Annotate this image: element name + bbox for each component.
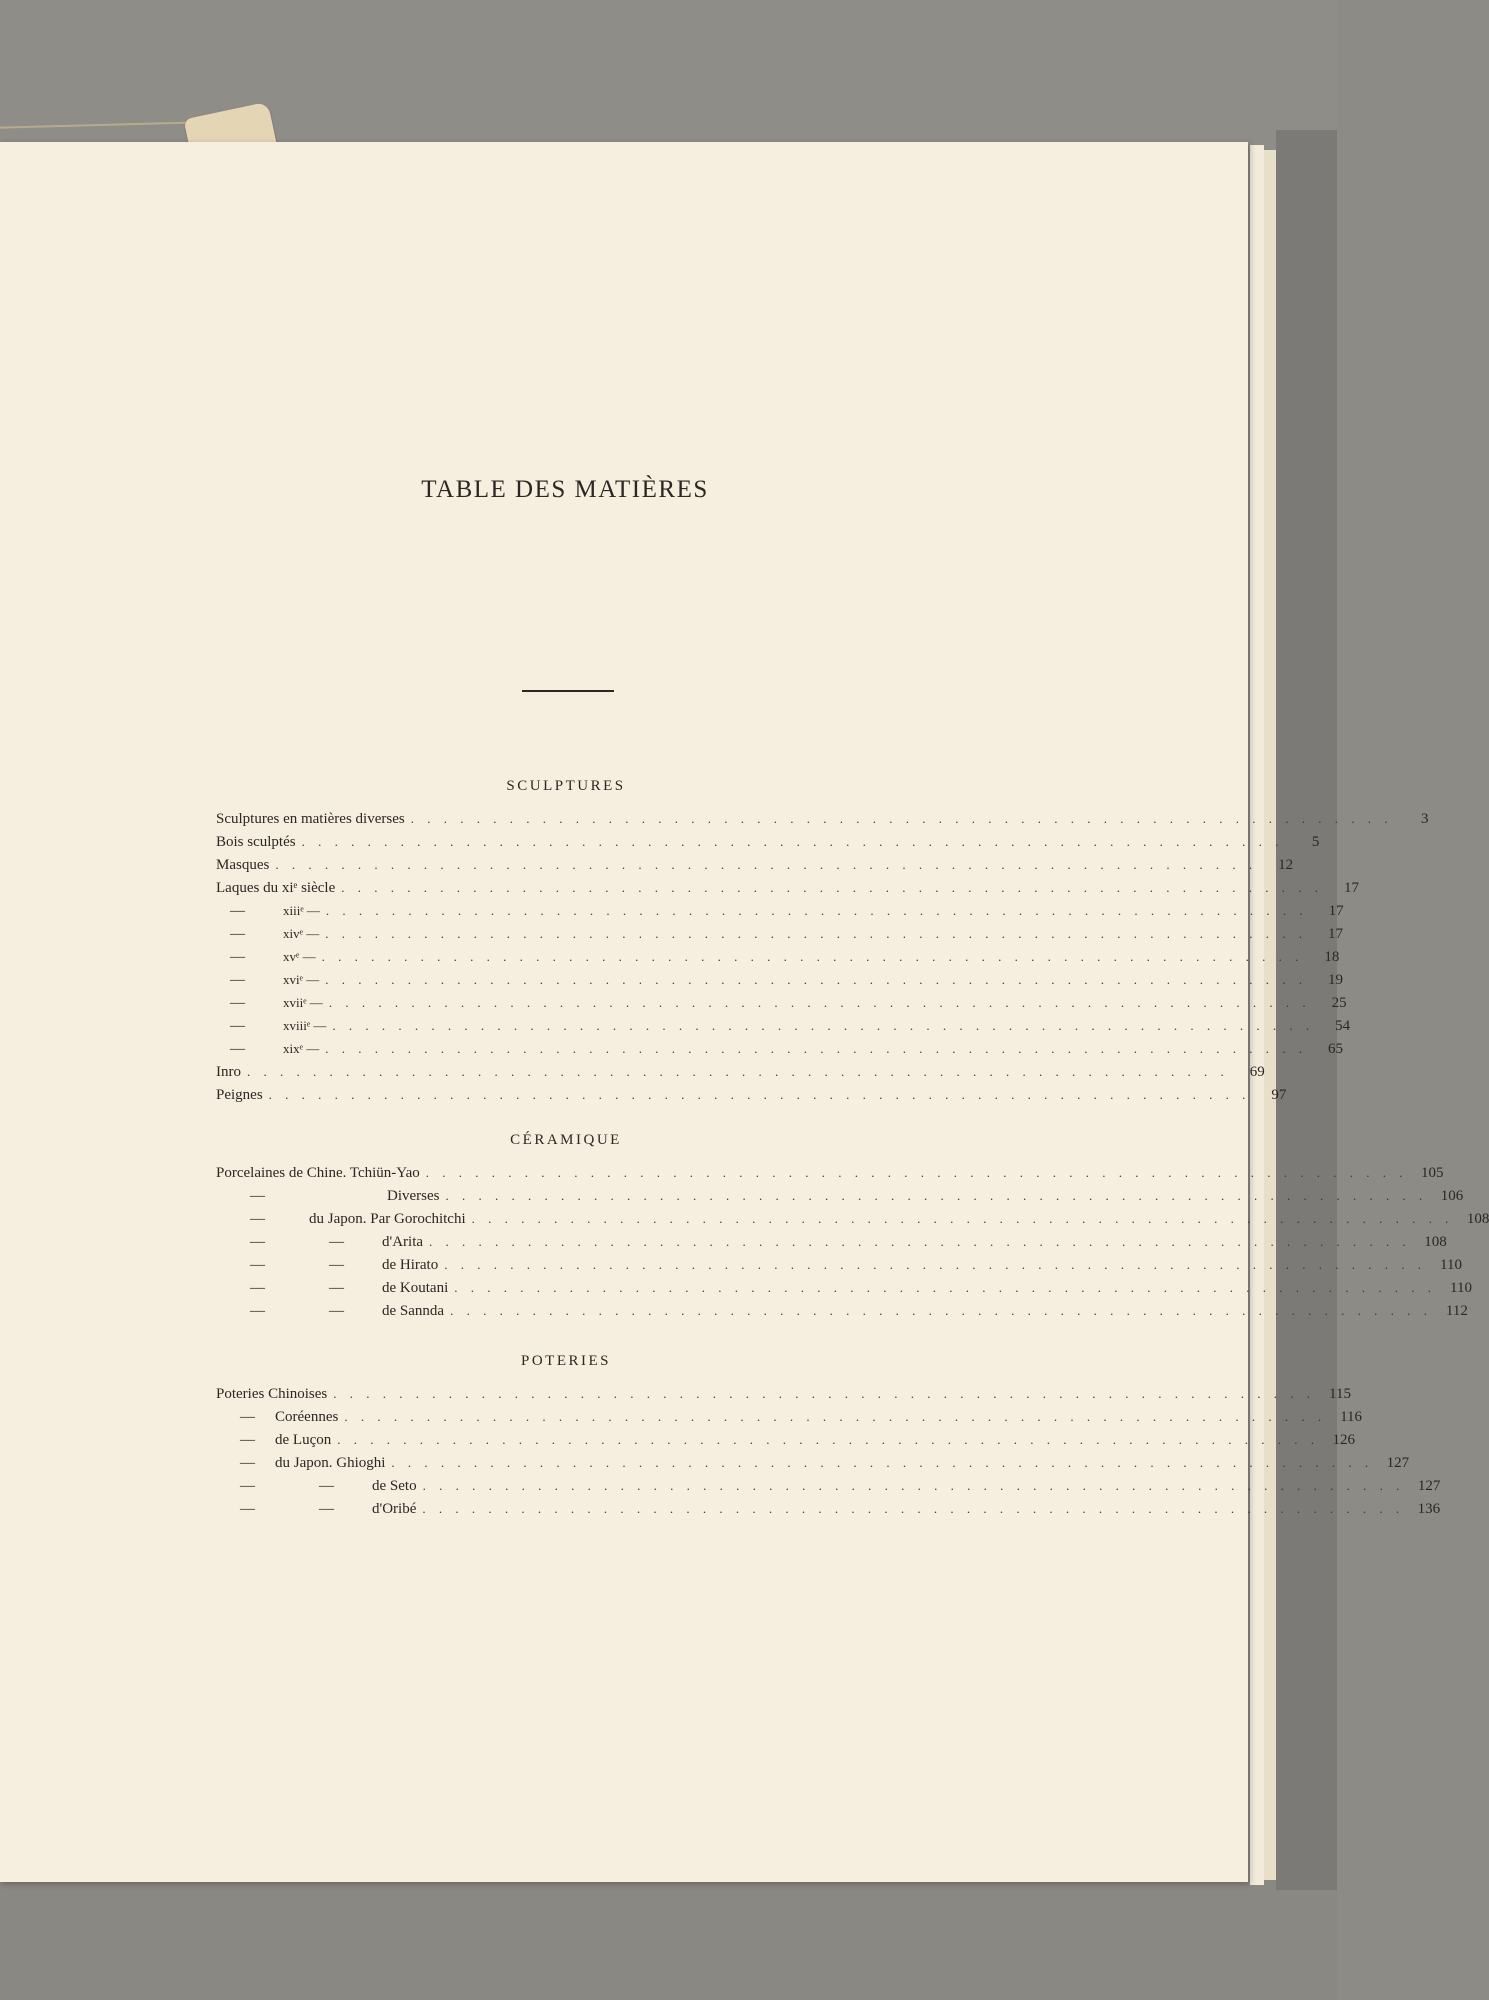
toc-entry [216, 946, 1340, 968]
toc-page-number: 12 [1278, 857, 1294, 873]
leader-dots: . . . . . . . . . . . . . . . . . . . . . . . . . . . . . . . . . . . . . . . . . . . . . . . . . . . . . . . . . . . . [321, 949, 1304, 964]
toc-entry-label: — [230, 903, 245, 919]
leader-dots: . . . . . . . . . . . . . . . . . . . . . . . . . . . . . . . . . . . . . . . . . . . . . . . . . . . . . . . . . . . . [344, 1409, 1327, 1424]
toc-entry-sublabel: — [329, 1234, 344, 1250]
toc-entry-label: — [230, 972, 245, 988]
toc-entry-sublabel: xixᵉ — [283, 1041, 320, 1056]
leader-dots: . . . . . . . . . . . . . . . . . . . . . . . . . . . . . . . . . . . . . . . . . . . . . . . . . . . . . . . . . . . . [247, 1064, 1229, 1079]
toc-entry [216, 969, 1343, 991]
toc-entry-label: — [230, 995, 245, 1011]
toc-page-number: 115 [1329, 1386, 1351, 1402]
toc-entry-detail: d'Arita [382, 1234, 424, 1250]
toc-entry [216, 854, 1294, 876]
background-bottom [0, 1880, 1337, 2000]
toc-entry-label: Poteries Chinoises [216, 1386, 328, 1402]
toc-entry-label: — [240, 1501, 255, 1517]
toc-entry-sublabel: — [329, 1280, 344, 1296]
toc-entry-label: Bois sculptés [216, 834, 296, 850]
toc-entry-label: Laques du xiᵉ siècle [216, 880, 336, 896]
toc-entry [216, 1162, 1444, 1184]
leader-dots: . . . . . . . . . . . . . . . . . . . . . . . . . . . . . . . . . . . . . . . . . . . . . . . . . . . . . . . . . . . . [325, 903, 1308, 918]
toc-entry-detail: de Hirato [382, 1257, 439, 1273]
toc-entry-label: — [230, 949, 245, 965]
leader-dots: . . . . . . . . . . . . . . . . . . . . . . . . . . . . . . . . . . . . . . . . . . . . . . . . . . . . . . . . . . . . [268, 1087, 1251, 1102]
toc-page-number: 19 [1327, 972, 1343, 988]
toc-entry-label: Masques [216, 857, 270, 873]
toc-entry [216, 1429, 1355, 1451]
toc-entry-sublabel: — [329, 1303, 344, 1319]
toc-entry [216, 1231, 1447, 1253]
toc-entry-sublabel: xvᵉ — [283, 949, 316, 964]
toc-entry [216, 992, 1347, 1014]
page-title: TABLE DES MATIÈRES [421, 476, 709, 503]
toc-entry-label: — [240, 1455, 255, 1471]
toc-entry [216, 1498, 1441, 1520]
leader-dots: . . . . . . . . . . . . . . . . . . . . . . . . . . . . . . . . . . . . . . . . . . . . . . . . . . . . . . . . . . . . [325, 926, 1307, 941]
toc-entry [216, 1475, 1441, 1497]
leader-dots: . . . . . . . . . . . . . . . . . . . . . . . . . . . . . . . . . . . . . . . . . . . . . . . . . . . . . . . . . . . . [391, 1455, 1374, 1470]
toc-entry [216, 1038, 1343, 1060]
toc-entry [216, 1208, 1489, 1230]
toc-page-number: 69 [1249, 1064, 1265, 1080]
toc-page-number: 108 [1424, 1234, 1447, 1250]
leader-dots: . . . . . . . . . . . . . . . . . . . . . . . . . . . . . . . . . . . . . . . . . . . . . . . . . . . . . . . . . . . . [422, 1501, 1405, 1516]
toc-entry-label: — [250, 1303, 265, 1319]
toc-entry-label: — [230, 926, 245, 942]
toc-page-number: 3 [1420, 811, 1429, 827]
toc-entry [216, 1383, 1351, 1405]
toc-entry [216, 1015, 1351, 1037]
toc-page-number: 136 [1417, 1501, 1441, 1517]
toc-entry-label: — [250, 1257, 265, 1273]
toc-entry [216, 831, 1320, 853]
toc-page-number: 5 [1311, 834, 1320, 850]
section-heading-ceramique: CÉRAMIQUE [510, 1132, 622, 1148]
toc-entry [216, 1406, 1363, 1428]
toc-entry-sublabel: Coréennes [275, 1409, 339, 1425]
toc-entry-sublabel: xivᵉ — [283, 926, 320, 941]
toc-page-number: 116 [1340, 1409, 1363, 1425]
toc-entry-sublabel: — [319, 1478, 334, 1494]
leader-dots: . . . . . . . . . . . . . . . . . . . . . . . . . . . . . . . . . . . . . . . . . . . . . . . . . . . . . . . . . . . . [337, 1432, 1319, 1447]
toc-page-number: 18 [1324, 949, 1340, 965]
toc-entry-label: Porcelaines de Chine. Tchiün-Yao [216, 1165, 420, 1181]
toc-entry [216, 877, 1359, 899]
toc-entry [216, 923, 1343, 945]
toc-page-number: 97 [1271, 1087, 1287, 1103]
toc-entry-label: Sculptures en matières diverses [216, 811, 405, 827]
toc-entry-detail: de Koutani [382, 1280, 449, 1296]
toc-entry-detail: Diverses [387, 1188, 440, 1204]
toc-entry [216, 808, 1429, 830]
toc-page-number: 110 [1440, 1257, 1462, 1273]
title-rule [522, 690, 614, 692]
toc-page-number: 112 [1445, 1303, 1468, 1319]
toc-entry [216, 1300, 1468, 1322]
toc-page-number: 127 [1417, 1478, 1441, 1494]
leader-dots: . . . . . . . . . . . . . . . . . . . . . . . . . . . . . . . . . . . . . . . . . . . . . . . . . . . . . . . . . . . . [429, 1234, 1411, 1249]
toc-entry-sublabel: — [329, 1257, 344, 1273]
toc-entry-detail: d'Oribé [372, 1501, 417, 1517]
toc-entry-sublabel: de Luçon [275, 1432, 332, 1448]
toc-entry-sublabel: xviiᵉ — [283, 995, 323, 1010]
leader-dots: . . . . . . . . . . . . . . . . . . . . . . . . . . . . . . . . . . . . . . . . . . . . . . . . . . . . . . . . . . . . [425, 1165, 1408, 1180]
leader-dots: . . . . . . . . . . . . . . . . . . . . . . . . . . . . . . . . . . . . . . . . . . . . . . . . . . . . . . . . . . . . [301, 834, 1284, 849]
leader-dots: . . . . . . . . . . . . . . . . . . . . . . . . . . . . . . . . . . . . . . . . . . . . . . . . . . . . . . . . . . . . [325, 1041, 1307, 1056]
leader-dots: . . . . . . . . . . . . . . . . . . . . . . . . . . . . . . . . . . . . . . . . . . . . . . . . . . . . . . . . . . . . [445, 1188, 1428, 1203]
leader-dots: . . . . . . . . . . . . . . . . . . . . . . . . . . . . . . . . . . . . . . . . . . . . . . . . . . . . . . . . . . . . [275, 857, 1258, 872]
toc-entry-label: — [250, 1234, 265, 1250]
toc-entry-label: — [250, 1188, 265, 1204]
toc-page-number: 105 [1421, 1165, 1444, 1181]
toc-page-number: 25 [1331, 995, 1347, 1011]
toc-entry [216, 1254, 1462, 1276]
toc-page-number: 110 [1450, 1280, 1472, 1296]
toc-entry [216, 1277, 1472, 1299]
toc-entry-sublabel: xiiiᵉ — [283, 903, 320, 918]
toc-entry-label: Inro [216, 1064, 241, 1080]
toc-entry-sublabel: — [319, 1501, 334, 1517]
toc-page-number: 17 [1327, 926, 1343, 942]
toc-entry-label: — [240, 1478, 255, 1494]
toc-entry-label: Peignes [216, 1087, 263, 1103]
leader-dots: . . . . . . . . . . . . . . . . . . . . . . . . . . . . . . . . . . . . . . . . . . . . . . . . . . . . . . . . . . . . [454, 1280, 1436, 1295]
leader-dots: . . . . . . . . . . . . . . . . . . . . . . . . . . . . . . . . . . . . . . . . . . . . . . . . . . . . . . . . . . . . [471, 1211, 1454, 1226]
toc-entry [216, 1185, 1464, 1207]
leader-dots: . . . . . . . . . . . . . . . . . . . . . . . . . . . . . . . . . . . . . . . . . . . . . . . . . . . . . . . . . . . . [444, 1257, 1426, 1272]
toc-entry-label: — [230, 1018, 245, 1034]
section-heading-sculptures: SCULPTURES [506, 778, 626, 794]
leader-dots: . . . . . . . . . . . . . . . . . . . . . . . . . . . . . . . . . . . . . . . . . . . . . . . . . . . . . . . . . . . . [333, 1386, 1315, 1401]
leader-dots: . . . . . . . . . . . . . . . . . . . . . . . . . . . . . . . . . . . . . . . . . . . . . . . . . . . . . . . . . . . . [341, 880, 1323, 895]
toc-page-number: 126 [1332, 1432, 1355, 1448]
toc-page-number: 54 [1335, 1018, 1351, 1034]
toc-page-number: 106 [1440, 1188, 1464, 1204]
toc-entry-sublabel: du Japon. Par Gorochitchi [309, 1211, 466, 1227]
toc-entry-detail: de Sannda [382, 1303, 445, 1319]
toc-page-number: 17 [1328, 903, 1344, 919]
leader-dots: . . . . . . . . . . . . . . . . . . . . . . . . . . . . . . . . . . . . . . . . . . . . . . . . . . . . . . . . . . . . [328, 995, 1311, 1010]
toc-entry-label: — [240, 1432, 255, 1448]
leader-dots: . . . . . . . . . . . . . . . . . . . . . . . . . . . . . . . . . . . . . . . . . . . . . . . . . . . . . . . . . . . . [422, 1478, 1405, 1493]
toc-entry-label: — [250, 1280, 265, 1296]
toc-entry-label: — [240, 1409, 255, 1425]
toc-entry [216, 1452, 1410, 1474]
toc-page-number: 108 [1466, 1211, 1489, 1227]
toc-entry-label: — [250, 1211, 265, 1227]
toc-entry [216, 900, 1344, 922]
leader-dots: . . . . . . . . . . . . . . . . . . . . . . . . . . . . . . . . . . . . . . . . . . . . . . . . . . . . . . . . . . . . [450, 1303, 1432, 1318]
toc-page-number: 17 [1343, 880, 1359, 896]
leader-dots: . . . . . . . . . . . . . . . . . . . . . . . . . . . . . . . . . . . . . . . . . . . . . . . . . . . . . . . . . . . . [410, 811, 1393, 826]
toc-entry-sublabel: xviiiᵉ — [283, 1018, 327, 1033]
toc-entry-label: — [230, 1041, 245, 1057]
leader-dots: . . . . . . . . . . . . . . . . . . . . . . . . . . . . . . . . . . . . . . . . . . . . . . . . . . . . . . . . . . . . [332, 1018, 1315, 1033]
toc-entry-sublabel: du Japon. Ghioghi [275, 1455, 386, 1471]
toc-page-number: 127 [1386, 1455, 1410, 1471]
toc-entry [216, 1084, 1287, 1106]
toc-page-number: 65 [1327, 1041, 1343, 1057]
section-heading-poteries: POTERIES [520, 1353, 611, 1369]
toc-entry-sublabel: xviᵉ — [283, 972, 320, 987]
toc-entry-detail: de Seto [372, 1478, 417, 1494]
leader-dots: . . . . . . . . . . . . . . . . . . . . . . . . . . . . . . . . . . . . . . . . . . . . . . . . . . . . . . . . . . . . [325, 972, 1307, 987]
toc-entry [216, 1061, 1265, 1083]
